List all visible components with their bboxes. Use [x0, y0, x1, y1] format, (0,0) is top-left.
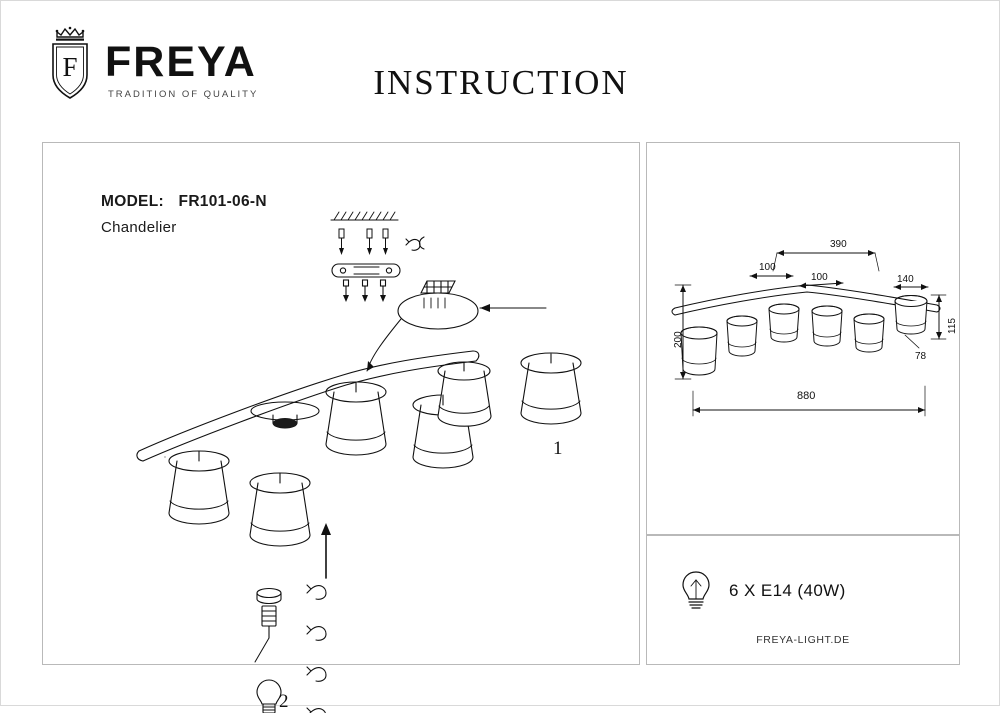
dim-segment-b: 100 [811, 272, 828, 283]
dim-shade-width: 140 [897, 274, 914, 285]
step-marker-2: 2 [279, 691, 289, 712]
dim-arm-span: 390 [830, 239, 847, 250]
step-marker-1: 1 [553, 438, 563, 459]
svg-text:F: F [62, 52, 78, 82]
lamp-spec-panel [646, 535, 960, 665]
model-label: MODEL: [101, 193, 164, 210]
dim-segment-a: 100 [759, 262, 776, 273]
brand-tagline: TRADITION OF QUALITY [108, 89, 259, 100]
product-type: Chandelier [101, 219, 177, 236]
crest-icon [43, 23, 97, 99]
model-value: FR101-06-N [178, 193, 267, 210]
dim-shade-height: 115 [947, 318, 958, 334]
dim-width-total: 880 [797, 390, 816, 402]
website-url: FREYA-LIGHT.DE [756, 634, 850, 646]
brand-logo [43, 23, 258, 100]
dimensions-panel [646, 142, 960, 535]
bulb-icon [679, 568, 713, 617]
brand-name: FREYA [105, 38, 257, 86]
assembly-diagram-panel [42, 142, 640, 712]
dim-shade-depth: 78 [915, 351, 927, 362]
lamp-spec-text: 6 X E14 (40W) [729, 581, 846, 600]
dimension-drawing [647, 143, 959, 534]
dim-height-total: 200 [673, 331, 684, 348]
model-row [101, 193, 267, 211]
page-title: INSTRUCTION [373, 63, 629, 102]
